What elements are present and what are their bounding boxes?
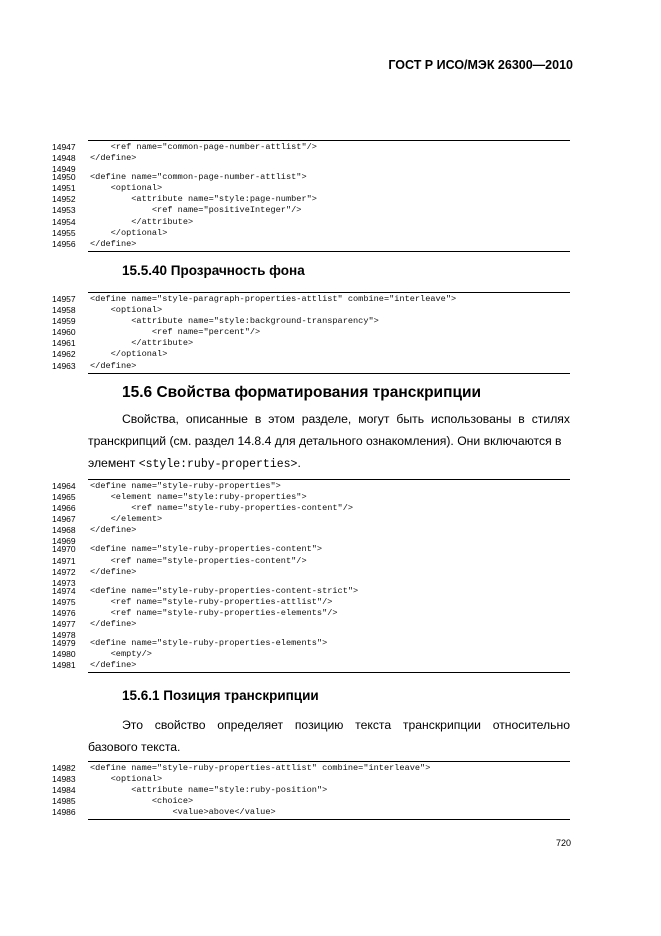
code-text: </define> — [90, 153, 137, 164]
line-number: 14957 — [52, 294, 76, 304]
line-number: 14976 — [52, 607, 76, 618]
code-line — [52, 327, 570, 338]
code-text: </define> — [90, 566, 137, 577]
code-rule — [88, 373, 570, 374]
line-number: 14986 — [52, 807, 76, 818]
code-text: <define name="style-paragraph-properties-attlist" combine="interleave"> — [90, 294, 457, 304]
line-number: 14953 — [52, 205, 76, 216]
code-text: <define name="style-ruby-properties-content"> — [90, 544, 323, 555]
code-line — [52, 785, 570, 796]
code-block-1 — [52, 140, 570, 252]
code-line — [52, 349, 570, 360]
code-rule — [88, 251, 570, 252]
code-text: <element name="style:ruby-properties"> — [90, 492, 307, 503]
code-rule — [88, 819, 570, 820]
paragraph-element-suffix: . — [297, 456, 301, 470]
code-text: <attribute name="style:page-number"> — [90, 194, 317, 205]
code-text: </define> — [90, 238, 137, 249]
code-line — [52, 172, 570, 183]
section-15-6-1-paragraph — [88, 714, 570, 758]
code-line — [52, 183, 570, 194]
line-number: 14975 — [52, 596, 76, 607]
code-line — [52, 649, 570, 660]
line-number: 14972 — [52, 566, 76, 577]
code-text: <empty/> — [90, 649, 152, 660]
code-line — [52, 544, 570, 555]
line-number: 14982 — [52, 763, 76, 773]
line-number: 14947 — [52, 142, 76, 152]
code-line — [52, 205, 570, 216]
line-number: 14965 — [52, 492, 76, 503]
section-heading-15-5-40: 15.5.40 Прозрачность фона — [122, 263, 305, 278]
code-line — [52, 763, 570, 774]
code-text: </attribute> — [90, 216, 194, 227]
line-number: 14968 — [52, 525, 76, 536]
line-number: 14963 — [52, 360, 76, 371]
code-line — [52, 142, 570, 153]
code-line — [52, 556, 570, 567]
code-text: <ref name="style-ruby-properties-attlist"/> — [90, 596, 333, 607]
code-line — [52, 514, 570, 525]
code-text: <optional> — [90, 305, 163, 316]
code-line — [52, 194, 570, 205]
paragraph-text-3: Это свойство определяет позицию текста транскрипции относительно базового текста. — [88, 718, 570, 754]
code-line — [52, 228, 570, 239]
line-number: 14967 — [52, 514, 76, 525]
code-text: <optional> — [90, 183, 163, 194]
section-15-6-paragraph — [88, 408, 570, 476]
code-line — [52, 305, 570, 316]
code-line — [52, 316, 570, 327]
code-line — [52, 796, 570, 807]
line-number: 14984 — [52, 785, 76, 796]
code-text: </attribute> — [90, 338, 194, 349]
paragraph-text: Свойства, описанные в этом разделе, могут быть использованы в стилях транскрипций (см. раздел 14.8.4 для детального ознакомления). Они включаются в — [88, 412, 570, 448]
code-text: </define> — [90, 360, 137, 371]
code-line — [52, 217, 570, 228]
line-number: 14952 — [52, 194, 76, 205]
code-line — [52, 536, 570, 547]
code-line — [52, 578, 570, 586]
paragraph-element-prefix: элемент — [88, 456, 139, 470]
line-number: 14949 — [52, 164, 76, 175]
line-number: 14971 — [52, 555, 76, 566]
code-rule — [88, 672, 570, 673]
inline-code: <style:ruby-properties> — [138, 458, 298, 471]
code-text: </define> — [90, 525, 137, 536]
code-line — [52, 586, 570, 597]
code-text: <define name="style-ruby-properties-content-strict"> — [90, 585, 359, 596]
line-number: 14958 — [52, 305, 76, 316]
line-number: 14962 — [52, 349, 76, 360]
code-line — [52, 660, 570, 671]
line-number: 14981 — [52, 660, 76, 671]
code-text: <ref name="style-ruby-properties-elements"/> — [90, 607, 338, 618]
code-text: <ref name="positiveInteger"/> — [90, 205, 302, 216]
line-number: 14978 — [52, 630, 76, 641]
code-line — [52, 630, 570, 641]
line-number: 14950 — [52, 172, 76, 183]
line-number: 14983 — [52, 774, 76, 785]
code-line — [52, 481, 570, 492]
code-block-2 — [52, 292, 570, 374]
document-header: ГОСТ Р ИСО/МЭК 26300—2010 — [388, 58, 573, 72]
line-number: 14980 — [52, 649, 76, 660]
code-text: <ref name="common-page-number-attlist"/> — [90, 142, 317, 152]
code-text: <define name="style-ruby-properties-attlist" combine="interleave"> — [90, 763, 431, 773]
code-text: <define name="common-page-number-attlist"> — [90, 172, 307, 183]
line-number: 14954 — [52, 216, 76, 227]
line-number: 14951 — [52, 183, 76, 194]
code-line — [52, 361, 570, 372]
code-text: </element> — [90, 514, 163, 525]
line-number: 14964 — [52, 481, 76, 491]
line-number: 14948 — [52, 153, 76, 164]
code-text: <ref name="percent"/> — [90, 327, 261, 338]
line-number: 14955 — [52, 227, 76, 238]
line-number: 14985 — [52, 796, 76, 807]
code-text: </optional> — [90, 349, 168, 360]
line-number: 14974 — [52, 585, 76, 596]
code-text: <define name="style-ruby-properties-elements"> — [90, 638, 328, 649]
code-block-4 — [52, 761, 570, 820]
code-text: </optional> — [90, 227, 168, 238]
code-line — [52, 807, 570, 818]
code-line — [52, 294, 570, 305]
page-number: 720 — [555, 838, 571, 848]
code-line — [52, 503, 570, 514]
code-text: <ref name="style-ruby-properties-content"/> — [90, 503, 354, 514]
code-line — [52, 153, 570, 164]
code-text: </define> — [90, 619, 137, 630]
code-line — [52, 619, 570, 630]
code-line — [52, 567, 570, 578]
line-number: 14969 — [52, 536, 76, 547]
code-text: <ref name="style-properties-content"/> — [90, 555, 307, 566]
section-heading-15-6-1: 15.6.1 Позиция транскрипции — [122, 688, 319, 703]
code-block-3 — [52, 479, 570, 673]
code-text: <optional> — [90, 774, 163, 785]
line-number: 14970 — [52, 544, 76, 555]
code-text: <value>above</value> — [90, 807, 276, 818]
code-text: <define name="style-ruby-properties"> — [90, 481, 281, 491]
code-line — [52, 597, 570, 608]
line-number: 14960 — [52, 327, 76, 338]
line-number: 14966 — [52, 503, 76, 514]
section-heading-15-6: 15.6 Свойства форматирования транскрипции — [122, 384, 482, 401]
code-line — [52, 338, 570, 349]
code-line — [52, 164, 570, 175]
code-text: <attribute name="style:background-transparency"> — [90, 316, 379, 327]
line-number: 14979 — [52, 638, 76, 649]
code-line — [52, 608, 570, 619]
code-line — [52, 774, 570, 785]
code-text: <choice> — [90, 796, 194, 807]
code-text: </define> — [90, 660, 137, 671]
code-line — [52, 525, 570, 536]
code-line — [52, 492, 570, 503]
line-number: 14956 — [52, 238, 76, 249]
line-number: 14977 — [52, 619, 76, 630]
line-number: 14959 — [52, 316, 76, 327]
line-number: 14961 — [52, 338, 76, 349]
code-line — [52, 239, 570, 250]
code-text: <attribute name="style:ruby-position"> — [90, 785, 328, 796]
code-line — [52, 638, 570, 649]
line-number: 14973 — [52, 577, 76, 588]
paragraph-text-2 — [88, 452, 570, 476]
